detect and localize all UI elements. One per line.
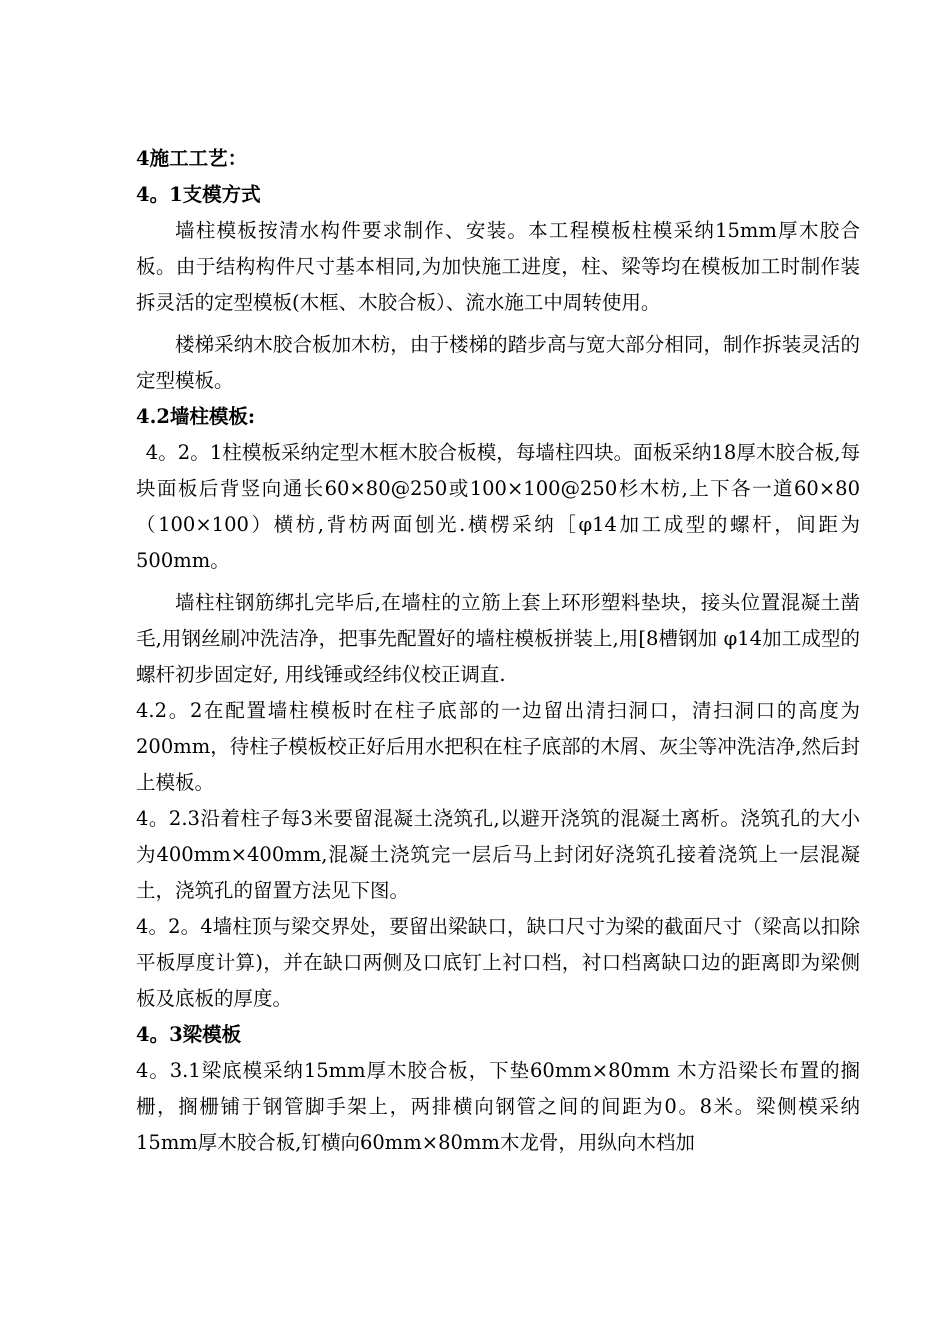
paragraph-4-2-4: 4。2。4墙柱顶与梁交界处，要留出梁缺口，缺口尺寸为梁的截面尺寸（梁高以扣除平板厚度计算)，并在缺口两侧及口底钉上衬口档，衬口档离缺口边的距离即为梁侧板及底板的厚度。	[136, 915, 860, 1010]
paragraph-4-2-2: 4.2。2在配置墙柱模板时在柱子底部的一边留出清扫洞口，清扫洞口的高度为200mm，待柱子模板校正好后用水把积在柱子底部的木屑、灰尘等冲洗洁净,然后封上模板。	[136, 699, 860, 794]
subsection-4-3-heading: 4。3梁模板	[136, 1023, 242, 1046]
paragraph-4-2-3: 4。2.3沿着柱子每3米要留混凝土浇筑孔,以避开浇筑的混凝土离析。浇筑孔的大小为400mm×400mm,混凝土浇筑完一层后马上封闭好浇筑孔接着浇筑上一层混凝土，浇筑孔的留置方法见下图。	[136, 807, 860, 902]
subsection-4-2-heading: 4.2墙柱模板:	[136, 405, 256, 428]
subsection-4-1-heading: 4。1支模方式	[136, 183, 261, 206]
paragraph-stair-formwork: 楼梯采纳木胶合板加木枋，由于楼梯的踏步高与宽大部分相同，制作拆装灵活的定型模板。	[136, 333, 860, 392]
document-body	[136, 141, 860, 1161]
paragraph-column-assembly: 墙柱柱钢筋绑扎完毕后,在墙柱的立筋上套上环形塑料垫块，接头位置混凝土凿毛,用钢丝刷冲洗洁净，把事先配置好的墙柱模板拼装上,用[8槽钢加 φ14加工成型的螺杆初步固定好, 用线锤或经纬仪校正调直.	[136, 591, 860, 686]
paragraph-4-2-1: 4。2。1柱模板采纳定型木框木胶合板模，每墙柱四块。面板采纳18厚木胶合板,每块面板后背竖向通长60×80@250或100×100@250杉木枋,上下各一道60×80（100×100）横枋,背枋两面刨光.横楞采纳［φ14加工成型的螺杆，间距为500mm。	[136, 441, 860, 572]
paragraph-formwork-method: 墙柱模板按清水构件要求制作、安装。本工程模板柱模采纳15mm厚木胶合板。由于结构构件尺寸基本相同,为加快施工进度，柱、梁等均在模板加工时制作装拆灵活的定型模板(木框、木胶合板）、流水施工中周转使用。	[136, 219, 860, 314]
section-title: 4施工工艺：	[136, 147, 248, 170]
paragraph-4-3-1: 4。3.1梁底模采纳15mm厚木胶合板，下垫60mm×80mm 木方沿梁长布置的搁栅，搁栅铺于钢管脚手架上，两排横向钢管之间的间距为0。8米。梁侧模采纳15mm厚木胶合板,钉横向60mm×80mm木龙骨，用纵向木档加	[136, 1059, 860, 1154]
